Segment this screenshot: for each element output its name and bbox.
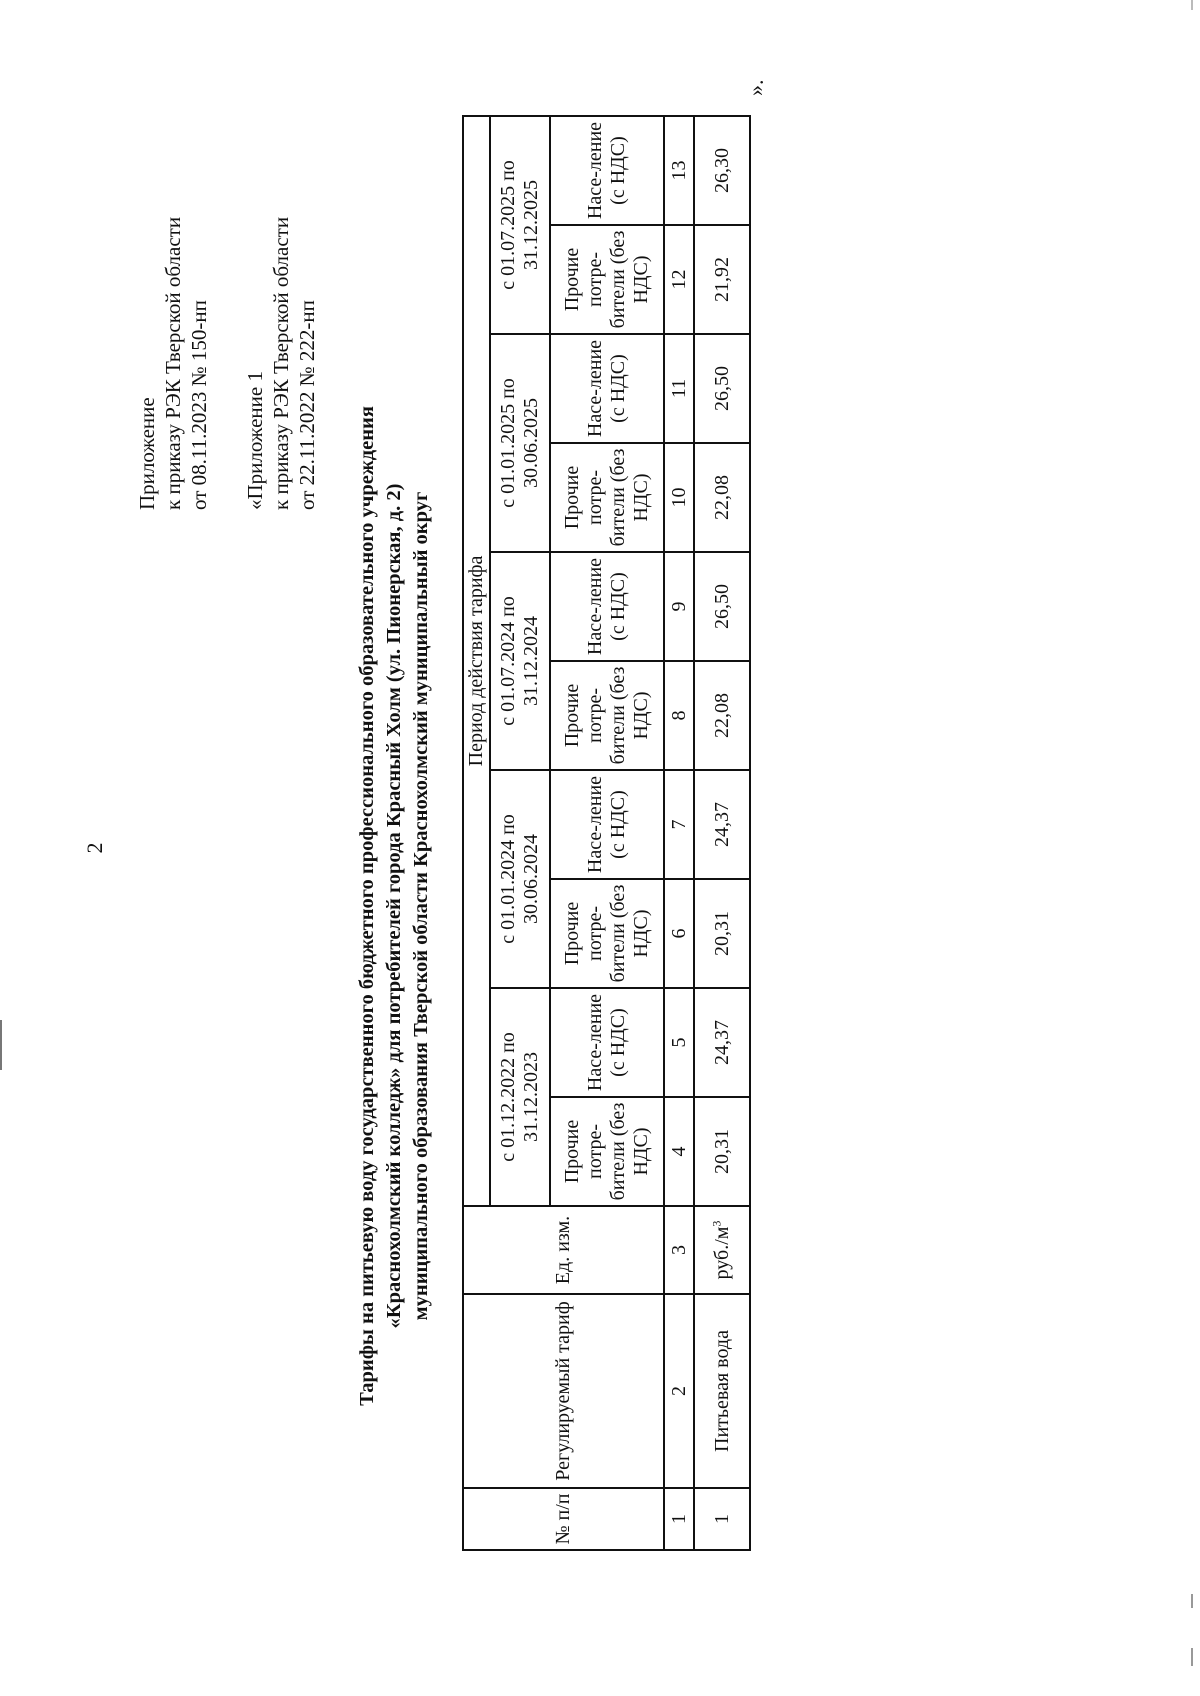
header-period: Период действия тарифа [463,116,490,1206]
subheader-population: Насе-ление (с НДС) [550,988,664,1097]
tariff-value: 20,31 [694,1097,750,1206]
column-number: 1 [664,1488,694,1550]
column-number: 13 [664,116,694,225]
row-unit-text: руб./м [710,1226,733,1280]
appendix-line: Приложение [135,397,159,510]
tariff-table [462,115,751,1551]
row-number: 1 [694,1488,750,1550]
column-number: 4 [664,1097,694,1206]
closing-quote: ». [743,79,768,96]
subheader-other-consumers: Прочие потре-бители (без НДС) [550,879,664,988]
period-header: с 01.12.2022 по 31.12.2023 [490,988,550,1206]
table-row [694,116,750,1550]
appendix-line: к приказу РЭК Тверской области [269,216,293,510]
column-number: 12 [664,225,694,334]
header-unit: Ед. изм. [463,1206,664,1294]
period-header: с 01.01.2025 по 30.06.2025 [490,334,550,552]
tariff-value: 24,37 [694,770,750,879]
column-number: 11 [664,334,694,443]
title-line: «Краснохолмский колледж» для потребителей города Красный Холм (ул. Пионерская, д. 2) [383,483,405,1329]
title-line: Тарифы на питьевую воду государственного бюджетного профессионального образовательного учреждения [356,406,378,1406]
title-line: муниципального образования Тверской области Краснохолмский муниципальный округ [410,491,432,1321]
column-number: 8 [664,661,694,770]
column-number: 9 [664,552,694,661]
subheader-population: Насе-ление (с НДС) [550,116,664,225]
subheader-other-consumers: Прочие потре-бители (без НДС) [550,661,664,770]
row-tariff-name: Питьевая вода [694,1294,750,1488]
document-title [354,266,435,1546]
tariff-value: 20,31 [694,879,750,988]
tariff-value: 24,37 [694,988,750,1097]
subheader-other-consumers: Прочие потре-бители (без НДС) [550,443,664,552]
period-header: с 01.07.2024 по 31.12.2024 [490,552,550,770]
subheader-other-consumers: Прочие потре-бители (без НДС) [550,1097,664,1206]
column-number: 7 [664,770,694,879]
page-number: 2 [82,842,107,854]
appendix-line: от 22.11.2022 № 222-нп [295,300,319,510]
appendix-header [134,40,320,510]
row-unit [694,1206,750,1294]
tariff-value: 21,92 [694,225,750,334]
tariff-value: 26,50 [694,334,750,443]
appendix-line: к приказу РЭК Тверской области [161,216,185,510]
column-number: 5 [664,988,694,1097]
subheader-population: Насе-ление (с НДС) [550,552,664,661]
header-tariff: Регулируемый тариф [463,1294,664,1488]
row-unit-superscript: 3 [708,1220,723,1227]
subheader-population: Насе-ление (с НДС) [550,770,664,879]
header-number: № п/п [463,1488,664,1550]
appendix-line: «Приложение 1 [243,371,267,510]
column-number: 10 [664,443,694,552]
column-number: 3 [664,1206,694,1294]
period-header: с 01.07.2025 по 31.12.2025 [490,116,550,334]
tariff-value: 22,08 [694,661,750,770]
column-number: 6 [664,879,694,988]
appendix-line: от 08.11.2023 № 150-нп [187,300,211,510]
subheader-other-consumers: Прочие потре-бители (без НДС) [550,225,664,334]
period-header: с 01.01.2024 по 30.06.2024 [490,770,550,988]
subheader-population: Насе-ление (с НДС) [550,334,664,443]
tariff-value: 26,50 [694,552,750,661]
tariff-value: 22,08 [694,443,750,552]
tariff-value: 26,30 [694,116,750,225]
column-number-row [664,116,694,1550]
column-number: 2 [664,1294,694,1488]
